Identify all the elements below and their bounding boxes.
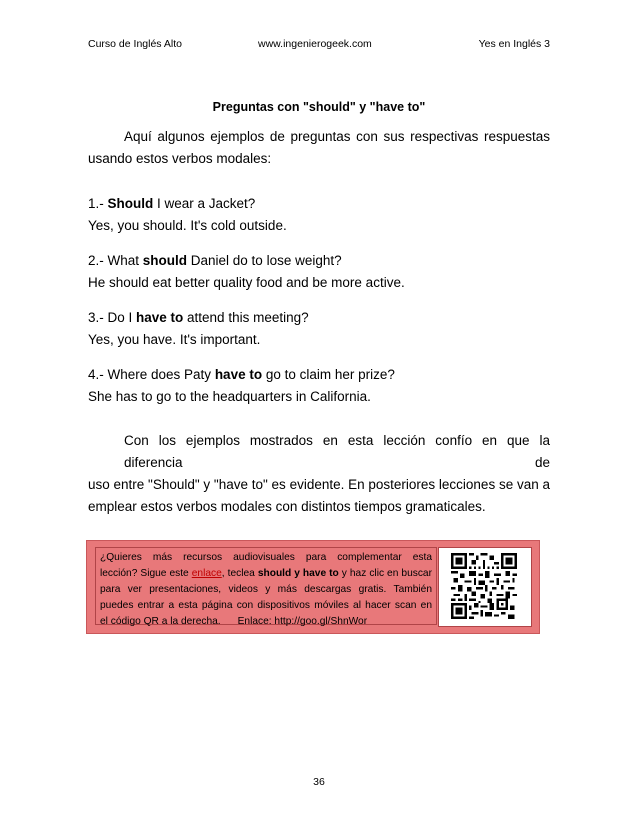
header-website: www.ingenierogeek.com — [258, 38, 372, 50]
intro-line-1: Aquí algunos ejemplos de preguntas con sus respectivas respuestas — [124, 129, 550, 144]
qr-code-icon[interactable] — [438, 547, 532, 627]
example-answer: She has to go to the headquarters in California. — [88, 389, 371, 404]
example-2 — [88, 250, 558, 294]
callout-line-3: para ver presentaciones, videos y más descargas gratis. También — [100, 584, 432, 595]
resources-link[interactable]: enlace — [191, 568, 222, 579]
example-question: 2.- What should Daniel do to lose weight? — [88, 253, 342, 268]
example-4 — [88, 364, 558, 408]
callout-line-4: puedes entrar a esta página con dispositivos móviles al hacer scan en — [100, 600, 432, 611]
conclusion-line-2: uso entre "Should" y "have to" es evidente. En posteriores lecciones se van a — [88, 477, 550, 492]
conclusion-paragraph — [88, 430, 550, 518]
example-answer: He should eat better quality food and be more active. — [88, 275, 405, 290]
callout-line-2: lección? Sigue este enlace, teclea should y have to y haz clic en buscar — [100, 568, 432, 579]
header-lesson: Yes en Inglés 3 — [478, 38, 550, 50]
example-answer: Yes, you have. It's important. — [88, 332, 261, 347]
page-header — [88, 38, 550, 52]
resources-callout — [86, 540, 540, 634]
page-number: 36 — [313, 776, 325, 788]
conclusion-line-3: emplear estos verbos modales con distintos tiempos gramaticales. — [88, 499, 486, 514]
example-answer: Yes, you should. It's cold outside. — [88, 218, 287, 233]
example-question: 1.- Should I wear a Jacket? — [88, 196, 256, 211]
callout-line-5: el código QR a la derecha. Enlace: http://goo.gl/ShnWor — [100, 616, 368, 627]
page-title: Preguntas con "should" y "have to" — [212, 100, 426, 114]
callout-text — [95, 547, 437, 625]
short-url[interactable]: Enlace: http://goo.gl/ShnWor — [237, 616, 368, 627]
example-1 — [88, 193, 558, 237]
example-3 — [88, 307, 558, 351]
qr-code-graphic — [448, 553, 520, 619]
intro-paragraph — [88, 126, 550, 170]
header-course-title: Curso de Inglés Alto — [88, 38, 182, 50]
example-question: 3.- Do I have to attend this meeting? — [88, 310, 309, 325]
intro-line-2: usando estos verbos modales: — [88, 151, 272, 166]
example-question: 4.- Where does Paty have to go to claim her prize? — [88, 367, 395, 382]
conclusion-line-1: Con los ejemplos mostrados en esta lección confío en que la diferencia de — [124, 433, 550, 470]
callout-line-1: ¿Quieres más recursos audiovisuales para complementar esta — [100, 552, 432, 563]
